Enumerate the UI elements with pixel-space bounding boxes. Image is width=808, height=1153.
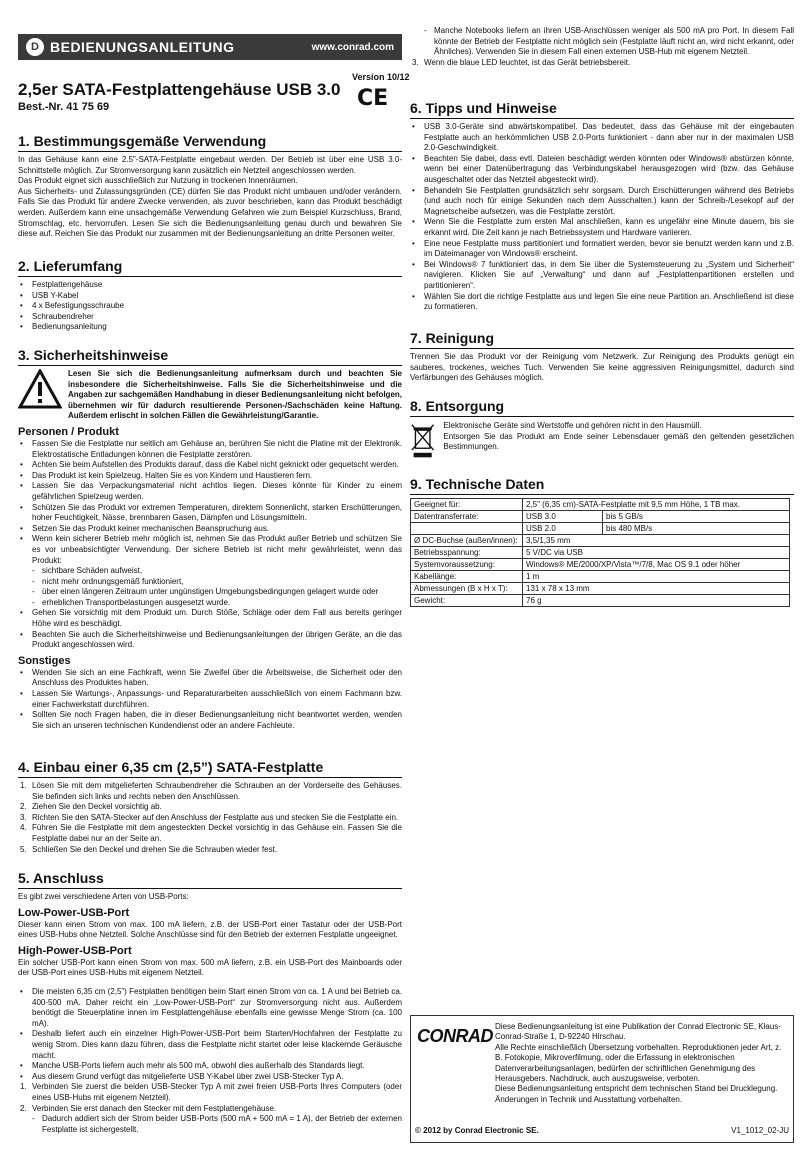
tech-data-table [410,498,790,607]
step-item: 1. Verbinden Sie zuerst die beiden USB-Stecker Typ A mit zwei freien USB-Ports Ihres Computers (oder eines USB-Hubs mit eigenem Netzteil). [20,1082,402,1102]
list-item: • Eine neue Festplatte muss partitioniert und formatiert werden, bevor sie benutzt werden kann und z.B. im Dateimanager von Windows® erscheint. [410,239,794,260]
section-intended-use [18,133,402,240]
list-item: • Bedienungsanleitung [18,322,402,333]
list-subitem: - über einen längeren Zeitraum unter ungünstigen Umgebungsbedingungen gelagert wurde oder [18,587,402,598]
section-tips [410,100,794,313]
paragraph: Aus Sicherheits- und Zulassungsgründen (CE) dürfen Sie das Produkt nicht umbauen und/oder verändern. Falls Sie das Produkt für andere Zwecke verwenden, als zuvor beschrieben, kann das Produkt beschädigt werden. Außerdem kann eine unsachgemäße Verwendung Gefahren wie zum Beispiel Kurzschluss, Brand, Stromschlag, etc. hervorrufen. Lesen Sie sich die Bedienungsanleitung genau durch und bewahren Sie diese auf. Reichen Sie das Produkt nur zusammen mit der Bedienungsanleitung an dritte Personen weiter. [18,186,402,239]
list-item: • Schraubendreher [18,312,402,323]
list-item: • Die meisten 6,35 cm (2,5”) Festplatten benötigen beim Start einen Strom von ca. 1 A und bei Betrieb ca. 400-500 mA. Daher reicht ein „Low-Power-USB-Port“ zur Stromversorgung nicht aus. Außerdem benötigt die Steuerplatine innen im Festplattengehäuse ebenfalls eine gewisse Menge Strom (ca. 100 mA). [18,987,402,1029]
step-item: 3. Richten Sie den SATA-Stecker auf den Anschluss der Festplatte aus und stecken Sie die Festplatte ein. [20,812,399,822]
section-connection [18,870,402,1135]
warning-text: Lesen Sie sich die Bedienungsanleitung aufmerksam durch und beachten Sie insbesondere die Sicherheitshinweise. Falls Sie die Sicherheitshinweise und die Angaben zur sachgemäßen Handhabung in dieser Bedienungsanleitung nicht befolgen, übernehmen wir für dadurch resultierende Personen-/Sachschäden keine Haftung. Außerdem erlischt in solchen Fällen die Gewährleistung/Garantie. [68,369,402,421]
list-item: • Bei Windows® 7 funktioniert das, in dem Sie über die Systemsteuerung zu „System und Sicherheit“ navigieren. Klicken Sie auf „Verwaltung“ und dann auf „Festplattenpartitionen erstellen und partitionieren“. [410,260,794,292]
list-subitem: - nicht mehr ordnungsgemäß funktioniert, [18,577,402,588]
list-item: • Manche USB-Ports liefern auch mehr als 500 mA, obwohl dies außerhalb des Standards liegt. [18,1061,402,1072]
list-subitem: - erheblichen Transportbelastungen ausgesetzt wurde. [18,598,402,609]
table-row: Abmessungen (B x H x T): 131 x 78 x 13 mm [411,583,790,595]
paragraph: In das Gehäuse kann eine 2.5"-SATA-Festplatte eingebaut werden. Der Betrieb ist über eine USB 3.0-Schnittstelle möglich. Zur Stromversorgung kann zusätzlich ein Netzteil angeschlossen werden. [18,155,402,175]
paragraph: Elektronische Geräte sind Wertstoffe und gehören nicht in den Hausmüll. [443,421,702,430]
paragraph: Entsorgen Sie das Produkt am Ende seiner Lebensdauer gemäß den geltenden gesetzlichen Bestimmungen. [443,431,794,452]
paragraph: Dieser kann einen Strom von max. 100 mA liefern, z.B. der USB-Port einer Tastatur oder der USB-Port eines USB-Hubs ohne Netzteil. Solche Anschlüsse sind für den Betrieb der externen Festplatte ungeeignet. [18,919,402,940]
list-item: • Wenn kein sicherer Betrieb mehr möglich ist, nehmen Sie das Produkt außer Betrieb und schützen Sie es vor unbeabsichtigter Verwendung. Der sichere Betrieb ist nicht mehr gewährleistet, wenn das Produkt: [18,534,402,566]
header-title: BEDIENUNGSANLEITUNG [50,39,235,55]
header-url[interactable]: www.conrad.com [311,41,394,53]
subsection-title: Sonstiges [18,654,71,667]
list-item: • Wählen Sie dort die richtige Festplatte aus und legen Sie eine neue Partition an. Anschließend ist diese zu formatieren. [410,292,794,313]
subsection-title: Personen / Produkt [18,425,119,438]
section-installation [18,759,402,855]
list-item: • Beachten Sie auch die Sicherheitshinweise und Bedienungsanleitungen der übrigen Geräte, an die das Produkt angeschlossen wird. [18,630,402,651]
publisher-text: Diese Bedienungsanleitung ist eine Publikation der Conrad Electronic SE, Klaus-Conrad-Straße 1, D-92240 Hirschau. Alle Rechte einschließlich Übersetzung vorbehalten. Reproduktionen jeder Art, z. B. Fotokopie, Mikroverfilmung, oder die Erfassung in elektronischen Datenverarbeitungsanlagen, bedürfen der schriftlichen Genehmigung des Herausgebers. Nachdruck, auch auszugsweise, verboten. Diese Bedienungsanleitung entspricht dem technischen Stand bei Drucklegung. Änderungen in Technik und Ausstattung vorbehalten. [495,1022,782,1104]
list-item: • USB Y-Kabel [18,291,402,302]
list-item: • Aus diesem Grund verfügt das mitgelieferte USB Y-Kabel über zwei USB-Stecker Typ A. [18,1072,402,1083]
section-disposal [410,398,794,461]
list-item: • Deshalb liefert auch ein einzelner High-Power-USB-Port beim Starten/Hochfahren der Festplatte zu wenig Strom. Dies kann dazu führen, dass die Festplatte nicht startet oder leise klackernde Geräusche macht. [18,1029,402,1061]
list-item: • Wenden Sie sich an eine Fachkraft, wenn Sie Zweifel über die Arbeitsweise, die Sicherheit oder den Anschluss des Produktes haben. [18,668,402,689]
list-item: • Das Produkt ist kein Spielzeug. Halten Sie es von Kindern und Haustieren fern. [18,471,402,482]
list-item: • Festplattengehäuse [18,280,402,291]
table-row: Systemvoraussetzung: Windows® ME/2000/XP/Vista™/7/8, Mac OS 9.1 oder höher [411,559,790,571]
section-title: 9. Technische Daten [410,476,794,495]
step-item: 2. Verbinden Sie erst danach den Stecker mit dem Festplattengehäuse. [20,1103,277,1113]
list-item: • Setzen Sie das Produkt keiner mechanischen Beanspruchung aus. [18,524,402,535]
page-title: 2,5er SATA-Festplattengehäuse USB 3.0 [18,80,341,99]
table-row: Geeignet für: 2,5" (6,35 cm)-SATA-Festplatte mit 9,5 mm Höhe, 1 TB max. [411,499,790,511]
list-item: • Behandeln Sie Festplatten grundsätzlich sehr sorgsam. Durch Erschütterungen während des Betriebs (und auch noch für einige Sekunden nach dem Ausschalten.) kann der Schreib-/Lesekopf auf der Magnetscheibe aufsetzen, was die Festplatte zerstört. [410,186,794,218]
list-item: • Achten Sie beim Aufstellen des Produkts darauf, dass die Kabel nicht geknickt oder gequetscht werden. [18,460,402,471]
step-item: 2. Ziehen Sie den Deckel vorsichtig ab. [20,802,162,812]
list-item: • Schützen Sie das Produkt vor extremen Temperaturen, direktem Sonnenlicht, starken Erschütterungen, hoher Feuchtigkeit, Nässe, brennbaren Gasen, Dämpfen und Lösungsmitteln. [18,503,402,524]
section-title: 7. Reinigung [410,330,794,349]
table-row: Gewicht: 76 g [411,595,790,607]
list-item: • Gehen Sie vorsichtig mit dem Produkt um. Durch Stöße, Schläge oder dem Fall aus bereits geringer Höhe wird es beschädigt. [18,608,402,629]
section-delivery [18,258,402,333]
step-item: 4. Führen Sie die Festplatte mit dem angesteckten Deckel vorsichtig in das Gehäuse ein. Fassen Sie die Festplatte dabei nur an der Seite an. [20,823,402,843]
section-title: 2. Lieferumfang [18,258,402,277]
ce-mark-icon: CE [357,86,389,111]
list-item: • USB 3.0-Geräte sind abwärtskompatibel. Das bedeutet, dass das Gehäuse mit der eingebauten Festplatte auch an herkömmlichen USB 2.0-Ports funktioniert - dann aber nur in der maximalen USB 2.0-Geschwindigkeit. [410,122,794,154]
list-item: • Lassen Sie Wartungs-, Anpassungs- und Reparaturarbeiten ausschließlich von einem Fachmann bzw. einer Fachwerkstatt durchführen. [18,689,402,710]
section-safety [18,347,402,731]
version-label: Version 10/12 [352,72,410,82]
publisher-footer [410,1015,794,1143]
table-row: Betriebsspannung: 5 V/DC via USB [411,547,790,559]
paragraph: Trennen Sie das Produkt vor der Reinigung vom Netzwerk. Zur Reinigung des Produkts genügt ein sauberes, trockenes, weiches Tuch. Verwenden Sie keine aggressiven Reinigungsmittel, dadurch sind Verfärbungen des Gehäuses möglich. [410,352,794,383]
section-title: 6. Tipps und Hinweise [410,100,794,119]
conrad-logo: CONRAD [417,1026,493,1046]
section-title: 3. Sicherheitshinweise [18,347,402,366]
list-subitem: - sichtbare Schäden aufweist, [18,566,402,577]
section-connection-continued [410,26,794,68]
copyright: © 2012 by Conrad Electronic SE. [415,1126,539,1135]
paragraph: Es gibt zwei verschiedene Arten von USB-Ports: [18,892,189,901]
subsection-title: Low-Power-USB-Port [18,906,130,919]
paragraph: Ein solcher USB-Port kann einen Strom von max. 500 mA liefern, z.B. ein USB-Port des Mainboards oder der USB-Port eines USB-Hubs mit eigenem Netzteil. [18,957,402,978]
section-title: 5. Anschluss [18,870,402,889]
step-item: 3. Wenn die blaue LED leuchtet, ist das Gerät betriebsbereit. [412,57,631,67]
section-title: 4. Einbau einer 6,35 cm (2,5”) SATA-Festplatte [18,759,402,778]
list-item: • Wenn Sie die Festplatte zum ersten Mal anschließen, kann es ungefähr eine Minute dauern, bis sie erkannt wird. Die Zeit kann je nach Betriebssystem und Hardware variieren. [410,217,794,238]
section-tech-data [410,476,794,607]
document-code: V1_1012_02-JU [731,1126,789,1135]
step-item: 5. Schließen Sie den Deckel und drehen Sie die Schrauben wieder fest. [20,844,278,854]
list-item: • Fassen Sie die Festplatte nur seitlich am Gehäuse an, berühren Sie nicht die Platine mit der Elektronik. Elektrostatische Entladungen können die Festplatte zerstören. [18,439,402,460]
order-number: Best.-Nr. 41 75 69 [18,101,110,113]
table-row: Kabellänge: 1 m [411,571,790,583]
warning-box [18,369,402,422]
table-row: Datentransferrate: USB 3.0 bis 5 GB/s [411,511,790,523]
list-item: • Beachten Sie dabei, dass evtl. Dateien beschädigt werden könnten oder Windows® abstürzen könnte, wenn bei einer Datenübertragung das Verbindungskabel herausgezogen wird (bzw. das Gehäuse ausgeschaltet oder das Netzteil abgesteckt wird). [410,154,794,186]
table-row: USB 2.0 bis 480 MB/s [411,523,790,535]
section-title: 1. Bestimmungsgemäße Verwendung [18,133,402,152]
list-subitem: - Dadurch addiert sich der Strom beider USB-Ports (500 mA + 500 mA = 1 A), der Betrieb der externen Festplatte ist sichergestellt. [18,1114,402,1135]
section-cleaning [410,330,794,384]
subsection-title: High-Power-USB-Port [18,944,132,957]
list-item: • Lassen Sie das Verpackungsmaterial nicht achtlos liegen. Dieses könnte für Kinder zu einem gefährlichen Spielzeug werden. [18,481,402,502]
paragraph: Das Produkt eignet sich ausschließlich zur Nutzung in trockenen Innenräumen. [18,176,298,186]
step-item: 1. Lösen Sie mit dem mitgelieferten Schraubendreher die Schrauben an der Vorderseite des Gehäuses. Sie befinden sich links und rechts neben den Anschlüssen. [20,781,402,801]
list-item: • 4 x Befestigungsschraube [18,301,402,312]
list-subitem: - Manche Notebooks liefern an ihren USB-Anschlüssen weniger als 500 mA pro Port. In diesem Fall könnte der Betrieb der Festplatte nicht möglich sein (Festplatte läuft nicht an, wird nicht erkannt, oder Ähnliches). Verwenden Sie in diesem Fall einen externen USB-Hub mit eigenem Netzteil. [410,26,794,58]
warning-triangle-icon [18,369,62,409]
crossed-bin-icon [410,421,435,461]
header-banner [18,34,402,60]
country-badge: D [26,38,44,56]
list-item: • Sollten Sie noch Fragen haben, die in dieser Bedienungsanleitung nicht beantwortet werden, wenden Sie sich an unseren technischen Kundendienst oder an andere Fachleute. [18,710,402,731]
table-row: Ø DC-Buchse (außen/innen): 3,5/1,35 mm [411,535,790,547]
section-title: 8. Entsorgung [410,398,794,417]
